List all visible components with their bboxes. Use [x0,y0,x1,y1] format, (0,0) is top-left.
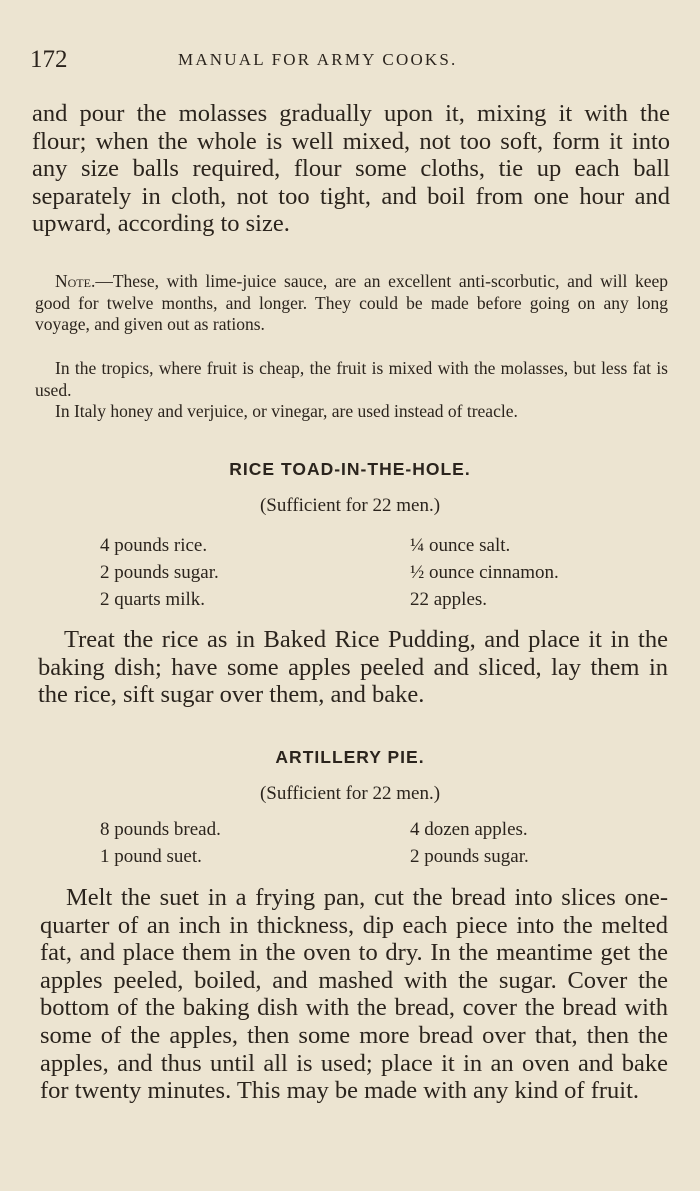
recipe-serves: (Sufficient for 22 men.) [259,495,441,516]
ingredient: 8 pounds bread. [100,819,221,840]
recipe-directions: Treat the rice as in Baked Rice Pudding, and place it in the baking dish; have some apples peeled and sliced, lay them in the rice, sift sugar over them, and bake. [38,626,668,709]
continued-paragraph: and pour the molasses gradually upon it, mixing it with the flour; when the whole is well mixed, not too soft, form it into any size balls required, flour some cloths, tie up each ball separately in cloth, not too tight, and boil from one hour and upward, according to size. [32,100,670,238]
ingredient: 22 apples. [410,589,488,610]
page-number: 172 [30,46,68,73]
ingredient: 2 pounds sugar. [410,846,529,867]
recipe-directions: Melt the suet in a frying pan, cut the bread into slices one-quarter of an inch in thickness, dip each piece into the melted fat, and place them in the oven to dry. In the meantime get the apples peeled, boiled, and mashed with the sugar. Cover the bottom of the baking dish with the bread, cover the bread with some of the apples, then some more bread over that, then the apples, and thus until all is used; place it in an oven and bake for twenty minutes. This may be made with any kind of fruit. [40,884,668,1105]
recipe-title: RICE TOAD-IN-THE-HOLE. [229,459,471,479]
ingredient: ½ ounce cinnamon. [410,562,559,583]
recipe-title: ARTILLERY PIE. [275,747,425,767]
ingredient-row [0,846,700,874]
ingredient-row [0,589,700,617]
page-header [30,46,670,76]
tropics-note: In the tropics, where fruit is cheap, the fruit is mixed with the molasses, but less fat is used. [35,358,668,400]
recipe-serves: (Sufficient for 22 men.) [259,783,441,804]
ingredient: 2 quarts milk. [100,589,206,610]
ingredient: 4 pounds rice. [100,535,208,556]
ingredient: 1 pound suet. [100,846,202,867]
note-label: Note. [55,271,96,291]
ingredient-row [0,535,700,563]
ingredient: 2 pounds sugar. [100,562,219,583]
italy-note: In Italy honey and verjuice, or vinegar, are used instead of treacle. [55,401,518,421]
ingredient-row [0,562,700,590]
note-text: —These, with lime-juice sauce, are an excellent anti-scorbutic, and will keep good for twelve months, and longer. They could be made before going on any long voyage, and given out as rations. [35,271,668,335]
running-head: MANUAL FOR ARMY COOKS. [178,50,458,69]
note-paragraph [35,271,668,336]
ingredient: 4 dozen apples. [410,819,528,840]
ingredient-row [0,819,700,847]
ingredient: ¼ ounce salt. [410,535,511,556]
